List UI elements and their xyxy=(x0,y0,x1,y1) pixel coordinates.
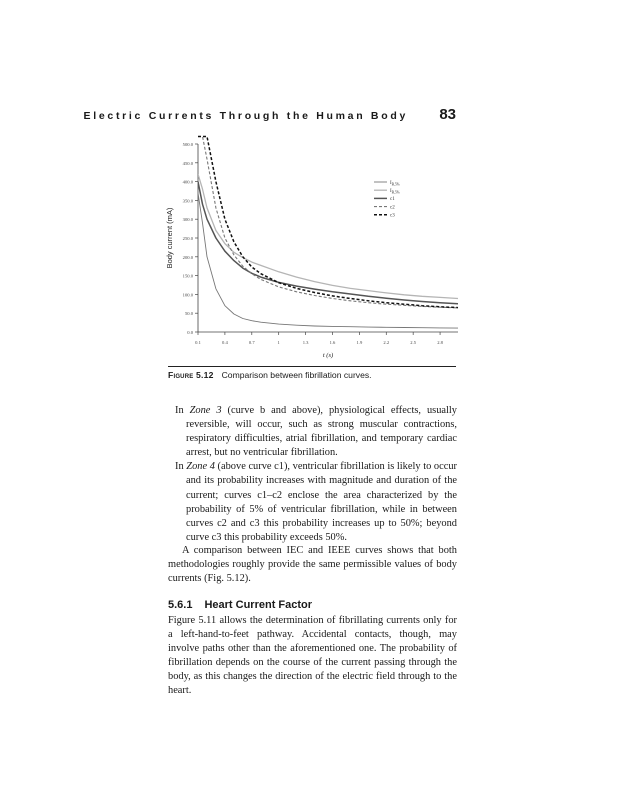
y-tick-label: 100.0 xyxy=(182,292,193,298)
series-line-i-b-5-upper xyxy=(198,174,458,298)
y-tick-label: 450.0 xyxy=(182,160,193,166)
figure-caption-text: Comparison between fibrillation curves. xyxy=(221,370,372,380)
y-tick-label: 50.0 xyxy=(184,311,193,317)
y-tick-label: 300.0 xyxy=(182,217,193,223)
y-tick-label: 250.0 xyxy=(182,236,193,241)
x-tick-label: 2.5 xyxy=(410,340,417,345)
x-tick-label: 2.8 xyxy=(437,340,443,345)
x-axis-ticks xyxy=(195,332,444,345)
legend-label: $I_{B,5\%}$ xyxy=(390,180,400,187)
legend-label: c3 xyxy=(390,213,395,219)
series-line-c2 xyxy=(198,137,458,308)
legend-label: $I_{B,5\%}$ xyxy=(390,189,400,195)
figure-label: Figure 5.12 xyxy=(168,370,214,380)
legend-label: c1 xyxy=(390,197,395,203)
zone-term: Zone 3 xyxy=(189,405,222,416)
x-tick-label: 1.9 xyxy=(356,340,363,345)
paragraph: A comparison between IEC and IEEE curves shows that both methodologies roughly provide the same permissible values of body currents (Fig. 5.12). xyxy=(168,545,457,585)
x-tick-label: 0.4 xyxy=(222,340,228,345)
running-head xyxy=(83,106,456,130)
series-layer xyxy=(198,137,458,329)
legend-label: c2 xyxy=(390,205,395,211)
figure-caption xyxy=(168,370,468,380)
y-axis-label: Body current (mA) xyxy=(165,207,174,269)
x-tick-label: 1 xyxy=(277,340,280,345)
chart-legend xyxy=(374,181,400,219)
x-tick-label: 1.3 xyxy=(302,340,309,345)
y-tick-label: 350.0 xyxy=(182,198,193,204)
x-tick-label: 2.2 xyxy=(383,340,390,345)
paragraph: Figure 5.11 allows the determination of fibrillating currents only for a left-hand-to-feet pathway. Accidental contacts, though, may involve paths other than the aforementioned one. The probability of fibrillation depends on the course of the current passing through the body, as this changes the direction of the electric field through to the heart. xyxy=(168,615,457,697)
list-item: In Zone 4 (above curve c1), ventricular fibrillation is likely to occur and its probability increases with magnitude and duration of the current; curves c1–c2 enclose the area characterized by the probability of 5% of ventricular fibrillation, while in between curves c2 and c3 this probability increases up to 50%; beyond curve c3 this probability exceeds 50%. xyxy=(175,461,457,543)
section-number: 5.6.1 xyxy=(168,599,193,611)
page-number: 83 xyxy=(439,106,456,123)
fibrillation-chart xyxy=(160,132,460,366)
x-tick-label: 0.1 xyxy=(195,340,201,345)
zone-list xyxy=(175,404,457,545)
y-tick-label: 500.0 xyxy=(182,142,193,147)
section-title: Heart Current Factor xyxy=(204,599,313,611)
series-line-i-b-5-lower xyxy=(198,193,458,328)
section-heading xyxy=(168,599,312,611)
running-head-title: Electric Currents Through the Human Body xyxy=(83,110,408,122)
figure-rule xyxy=(168,366,456,367)
y-tick-label: 0.0 xyxy=(187,330,193,335)
y-tick-label: 200.0 xyxy=(182,254,193,260)
y-tick-label: 400.0 xyxy=(182,179,193,185)
x-axis-label: t (s) xyxy=(322,352,334,359)
series-line-c1 xyxy=(198,182,458,304)
series-line-c3 xyxy=(198,137,458,308)
list-item: In Zone 3 (curve b and above), physiological effects, usually reversible, will occur, such as strong muscular contractions, respiratory difficulties, atrial fibrillation, and temporary cardiac arrest, but no ventricular fibrillation. xyxy=(175,405,457,459)
x-tick-label: 0.7 xyxy=(248,340,255,345)
y-axis-ticks xyxy=(183,142,198,335)
y-tick-label: 150.0 xyxy=(182,273,193,279)
x-tick-label: 1.6 xyxy=(329,340,336,345)
zone-term: Zone 4 xyxy=(186,461,215,473)
